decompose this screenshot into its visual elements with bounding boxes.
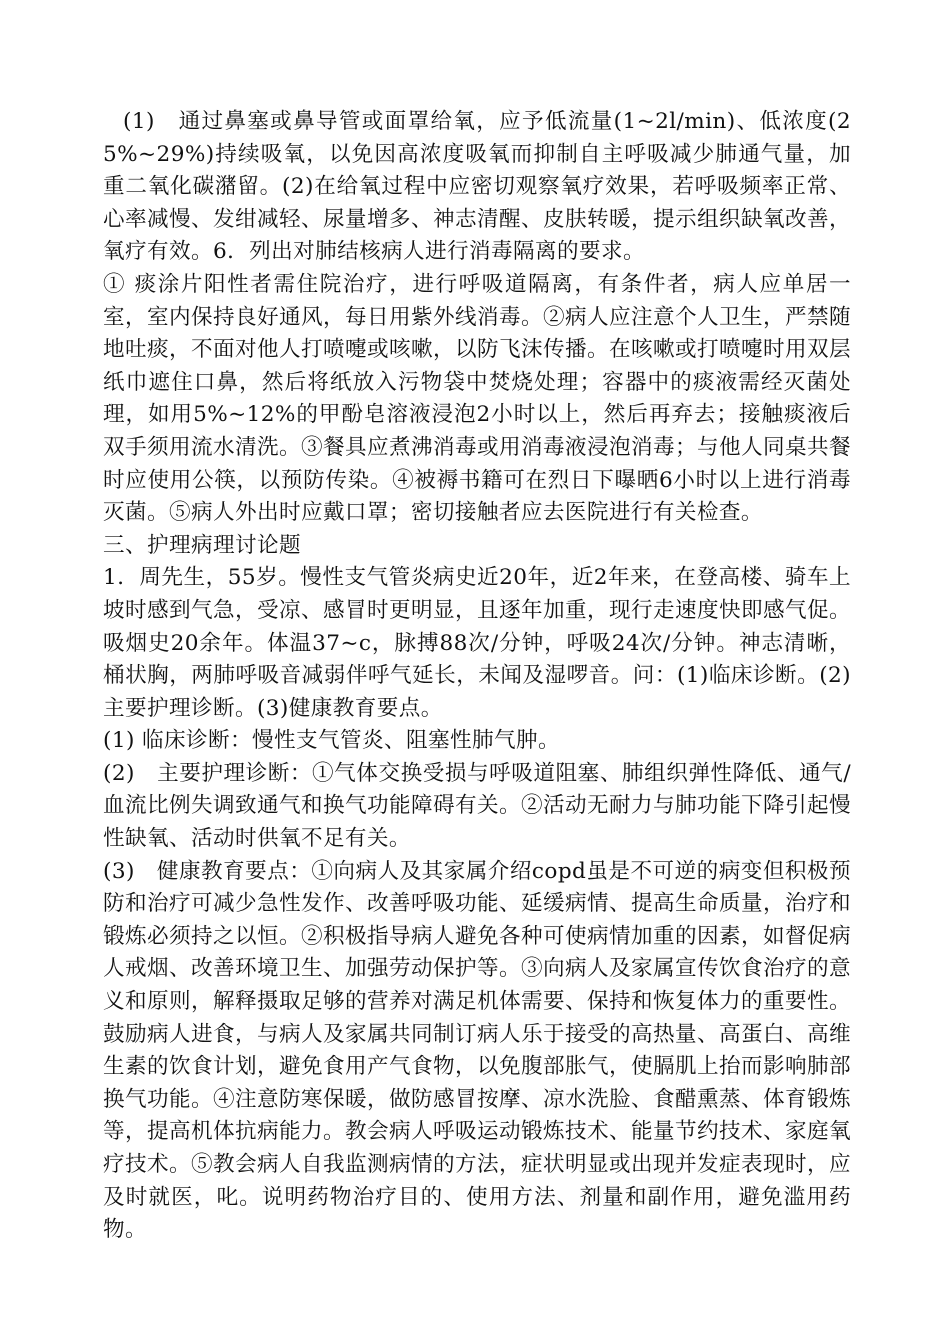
section-heading: 三、护理病理讨论题 <box>103 532 301 558</box>
paragraph-health-education: (3) 健康教育要点：①向病人及其家属介绍copd虽是不可逆的病变但积极预防和治疗可减少急性发作、改善呼吸功能、延缓病情、提高生命质量，治疗和锻炼必须持之以恒。②积极指导病人避免各种可使病情加重的因素，如督促病人戒烟、改善环境卫生、加强劳动保护等。③向病人及家属宣传饮食治疗的意义和原则，解释摄取足够的营养对满足机体需要、保持和恢复体力的重要性。鼓励病人进食，与病人及家属共同制订病人乐于接受的高热量、高蛋白、高维生素的饮食计划，避免食用产气食物，以免腹部胀气，使膈肌上抬而影响肺部换气功能。④注意防寒保暖，做防感冒按摩、凉水洗脸、食醋熏蒸、体育锻炼等，提高机体抗病能力。教会病人呼吸运动锻炼技术、能量节约技术、家庭氧疗技术。⑤教会病人自我监测病情的方法，症状明显或出现并发症表现时，应及时就医，叱。说明药物治疗目的、使用方法、剂量和副作用，避免滥用药物。 <box>103 858 851 1243</box>
document-page <box>103 106 851 1247</box>
paragraph-tb-isolation: ① 痰涂片阳性者需住院治疗，进行呼吸道隔离，有条件者，病人应单居一室，室内保持良好通风，每日用紫外线消毒。②病人应注意个人卫生，严禁随地吐痰，不面对他人打喷嚏或咳嗽，以防飞沫传播。在咳嗽或打喷嚏时用双层纸巾遮住口鼻，然后将纸放入污物袋中焚烧处理；容器中的痰液需经灭菌处理，如用5%~12%的甲酚皂溶液浸泡2小时以上，然后再弃去；接触痰液后双手须用流水清洗。③餐具应煮沸消毒或用消毒液浸泡消毒；与他人同桌共餐时应使用公筷，以预防传染。④被褥书籍可在烈日下曝晒6小时以上进行消毒灭菌。⑤病人外出时应戴口罩；密切接触者应去医院进行有关检查。 <box>103 271 851 526</box>
paragraph-nursing-diagnosis: (2) 主要护理诊断：①气体交换受损与呼吸道阻塞、肺组织弹性降低、通气/血流比例失调致通气和换气功能障碍有关。②活动无耐力与肺功能下降引起慢性缺氧、活动时供氧不足有关。 <box>103 760 851 852</box>
paragraph-clinical-diagnosis: (1) 临床诊断：慢性支气管炎、阻塞性肺气肿。 <box>103 728 560 754</box>
paragraph-case-study: 1．周先生，55岁。慢性支气管炎病史近20年，近2年来，在登高楼、骑车上坡时感到气急，受凉、感冒时更明显，且逐年加重，现行走速度快即感气促。吸烟史20余年。体温37~c，脉搏88次/分钟，呼吸24次/分钟。神志清晰，桶状胸，两肺呼吸音减弱伴呼气延长，未闻及湿啰音。问：(1)临床诊断。(2)主要护理诊断。(3)健康教育要点。 <box>103 565 851 721</box>
paragraph-oxygen-therapy: (1) 通过鼻塞或鼻导管或面罩给氧，应予低流量(1~2l/min)、低浓度(25%~29%)持续吸氧，以免因高浓度吸氧而抑制自主呼吸减少肺通气量，加重二氧化碳潴留。(2)在给氧过程中应密切观察氧疗效果，若呼吸频率正常、心率减慢、发绀减轻、尿量增多、神志清醒、皮肤转暖，提示组织缺氧改善，氧疗有效。6．列出对肺结核病人进行消毒隔离的要求。 <box>103 109 851 265</box>
